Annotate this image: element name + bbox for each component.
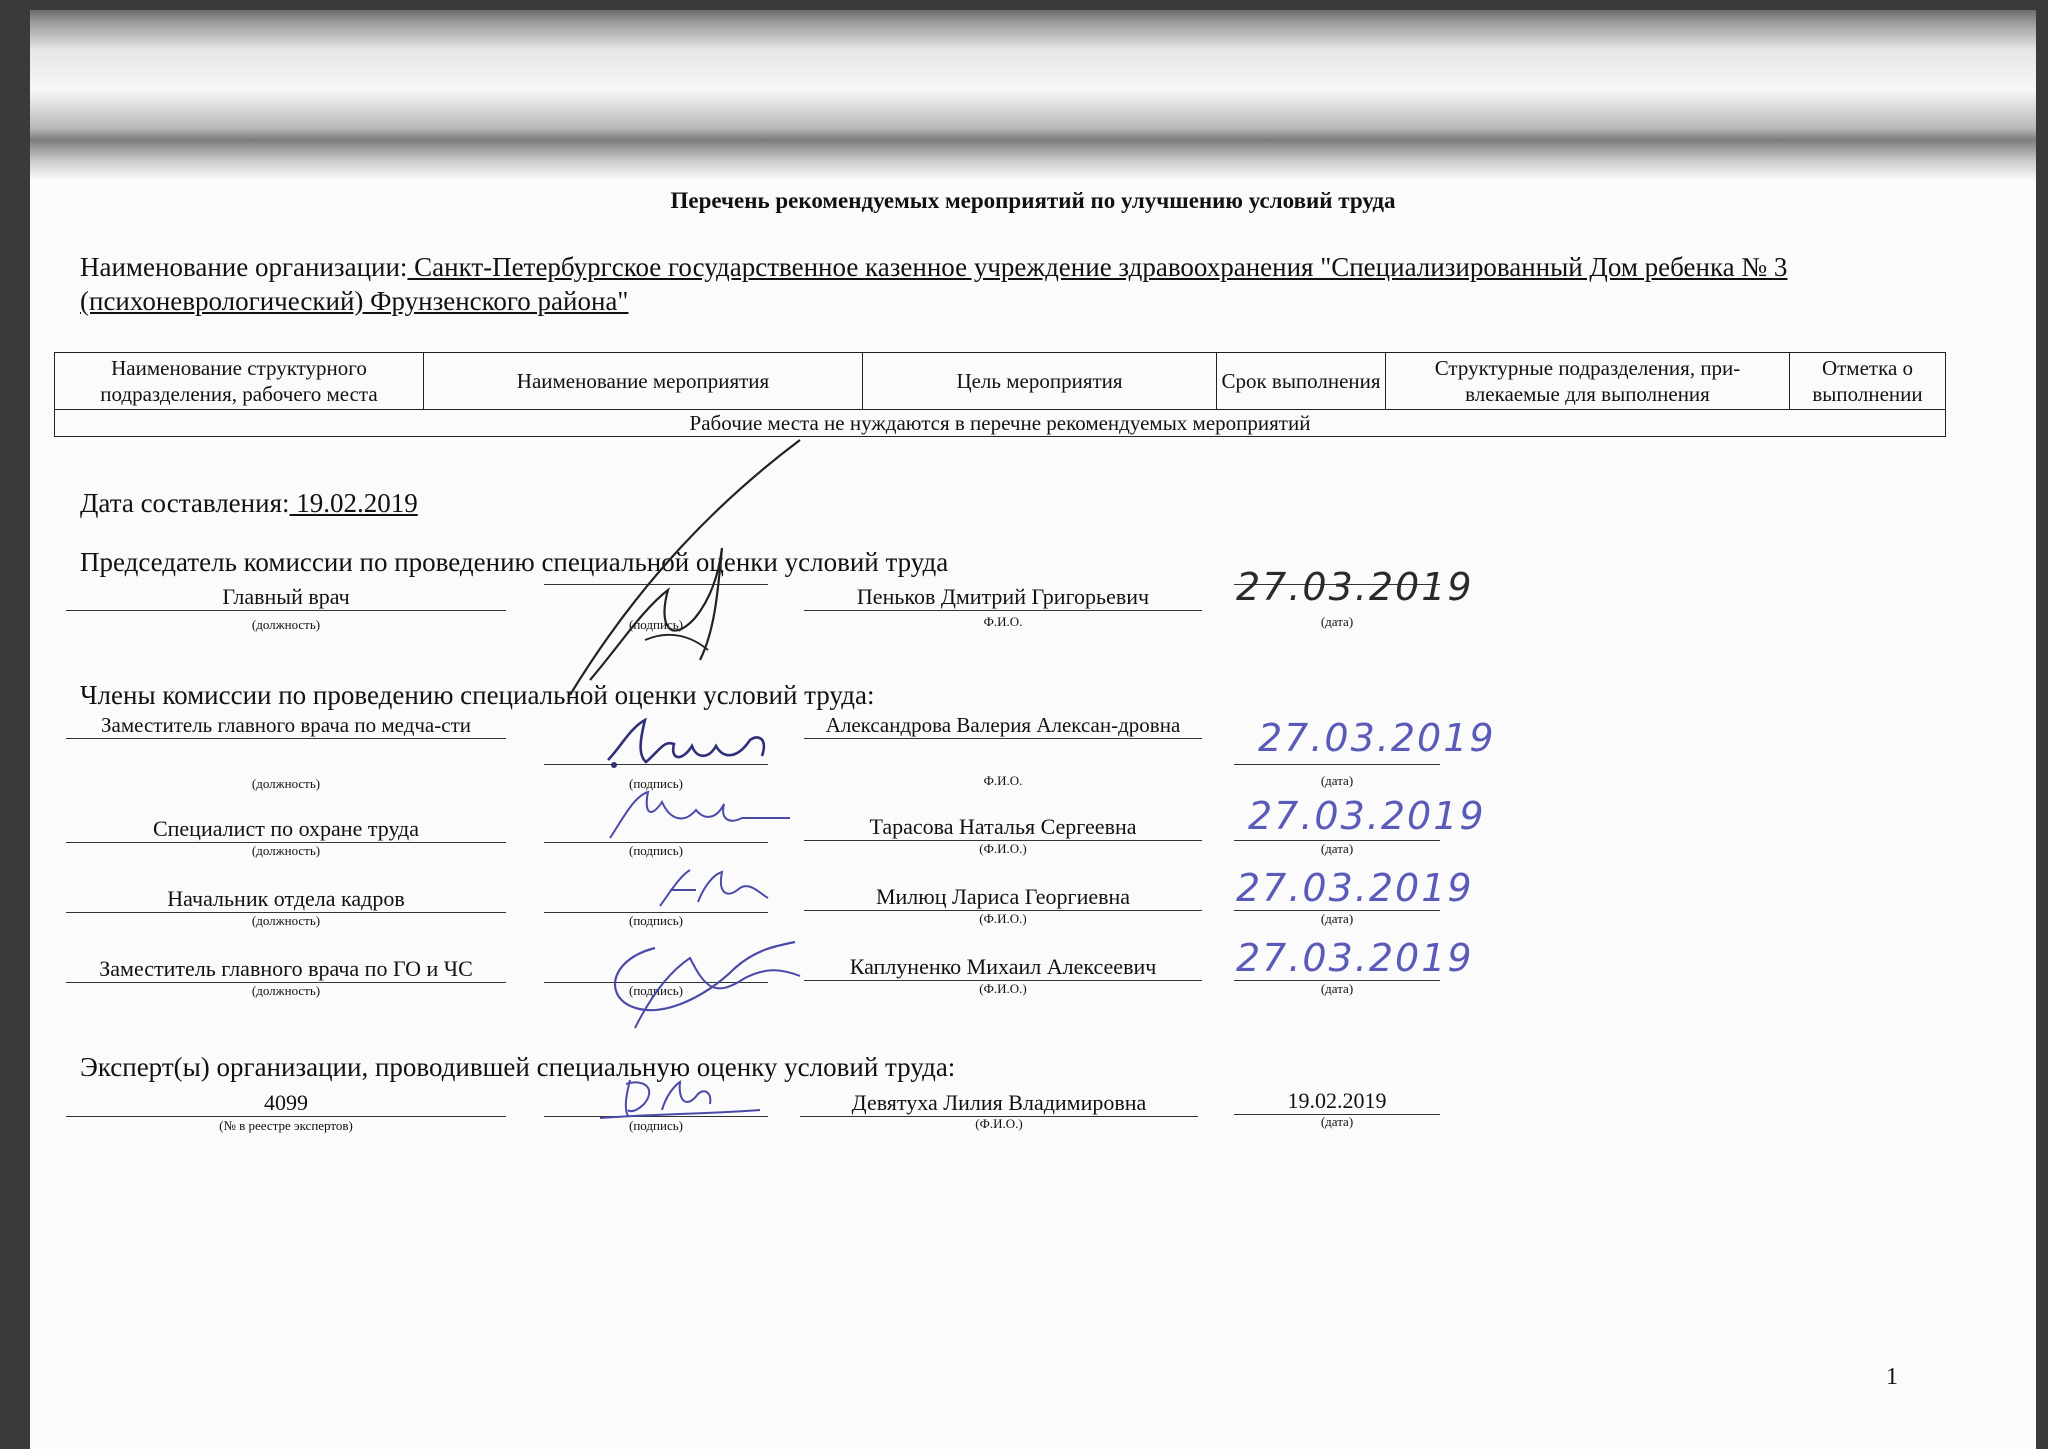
caption-signature: (подпись)	[629, 913, 683, 928]
caption-date: (дата)	[1320, 841, 1354, 856]
caption-name: (Ф.И.О.)	[979, 911, 1027, 926]
member-name: Каплуненко Михаил Алексеевич	[804, 954, 1202, 981]
caption-position: (должность)	[251, 913, 321, 928]
caption-date: (дата)	[1320, 1114, 1354, 1129]
caption-name: (Ф.И.О.)	[979, 841, 1027, 856]
caption-date: (дата)	[1320, 911, 1354, 926]
caption-signature: (подпись)	[629, 843, 683, 858]
organization-name: Санкт-Петербургское государственное казенное учреждение здравоохранения "Специализированный Дом ребенка № 3 (психоневрологический) Фрунзенского района"	[80, 252, 1788, 316]
member-handwritten-date: 27.03.2019	[1248, 794, 1486, 838]
caption-name: (Ф.И.О.)	[975, 1116, 1023, 1131]
caption-date: (дата)	[1320, 981, 1354, 996]
page-number: 1	[1886, 1364, 1898, 1390]
expert-signature	[590, 1070, 770, 1130]
chairman-signature	[550, 430, 850, 710]
date-label: Дата составления:	[80, 488, 290, 518]
column-header: Наименование структурного подразделения, рабочего места	[55, 353, 424, 410]
member-position: Специалист по охране труда	[66, 816, 506, 843]
caption-position: (должность)	[251, 983, 321, 998]
chairman-position: Главный врач	[66, 584, 506, 611]
document-page	[30, 10, 2036, 1449]
table-note: Рабочие места не нуждаются в перечне рекомендуемых мероприятий	[55, 410, 1946, 437]
column-header: Срок выполнения	[1217, 353, 1386, 410]
date-line	[80, 488, 418, 519]
caption-name: (Ф.И.О.)	[979, 981, 1027, 996]
organization-label: Наименование организации:	[80, 252, 408, 282]
scan-shadow	[30, 10, 2036, 180]
expert-registry-number: 4099	[66, 1090, 506, 1117]
expert-date: 19.02.2019	[1234, 1088, 1440, 1115]
caption-signature: (подпись)	[629, 776, 683, 791]
chairman-handwritten-date: 27.03.2019	[1236, 565, 1474, 609]
member-handwritten-date: 27.03.2019	[1236, 936, 1474, 980]
date-value: 19.02.2019	[289, 488, 418, 518]
caption-date: (дата)	[1320, 614, 1354, 629]
expert-name: Девятуха Лилия Владимировна	[800, 1090, 1198, 1117]
member-name: Тарасова Наталья Сергеевна	[804, 814, 1202, 841]
column-header: Наименование мероприятия	[424, 353, 863, 410]
column-header: Цель мероприятия	[863, 353, 1217, 410]
caption-name: Ф.И.О.	[983, 773, 1023, 788]
member-handwritten-date: 27.03.2019	[1236, 866, 1474, 910]
caption-registry: (№ в реестре экспертов)	[219, 1118, 353, 1133]
member-signature	[600, 710, 790, 780]
member-handwritten-date: 27.03.2019	[1258, 716, 1496, 760]
caption-signature: (подпись)	[629, 617, 683, 632]
table-header-row	[55, 353, 1946, 410]
member-position: Начальник отдела кадров	[66, 886, 506, 913]
member-signature	[600, 780, 800, 850]
column-header: Отметка о выполнении	[1790, 353, 1946, 410]
member-signature	[640, 862, 780, 918]
expert-heading: Эксперт(ы) организации, проводившей специальную оценку условий труда:	[80, 1052, 956, 1082]
caption-position: (должность)	[251, 776, 321, 791]
organization-line	[80, 250, 1960, 318]
caption-name: Ф.И.О.	[983, 614, 1023, 629]
column-header: Структурные подразделения, при-влекаемые для выполнения	[1386, 353, 1790, 410]
caption-signature: (подпись)	[629, 983, 683, 998]
measures-table	[54, 352, 1946, 437]
member-name: Милюц Лариса Георгиевна	[804, 884, 1202, 911]
document-title: Перечень рекомендуемых мероприятий по улучшению условий труда	[670, 188, 1396, 213]
chairman-name: Пеньков Дмитрий Григорьевич	[804, 584, 1202, 611]
caption-position: (должность)	[251, 843, 321, 858]
members-heading: Члены комиссии по проведению специальной оценки условий труда:	[80, 680, 875, 710]
table-row	[55, 410, 1946, 437]
caption-position: (должность)	[251, 617, 321, 632]
member-position: Заместитель главного врача по ГО и ЧС	[66, 956, 506, 983]
member-name: Александрова Валерия Алексан-дровна	[804, 712, 1202, 739]
caption-date: (дата)	[1320, 773, 1354, 788]
member-position: Заместитель главного врача по медча-сти	[66, 712, 506, 739]
member-signature	[595, 928, 815, 1038]
caption-signature: (подпись)	[629, 1118, 683, 1133]
chairman-heading: Председатель комиссии по проведению специальной оценки условий труда	[80, 547, 949, 577]
